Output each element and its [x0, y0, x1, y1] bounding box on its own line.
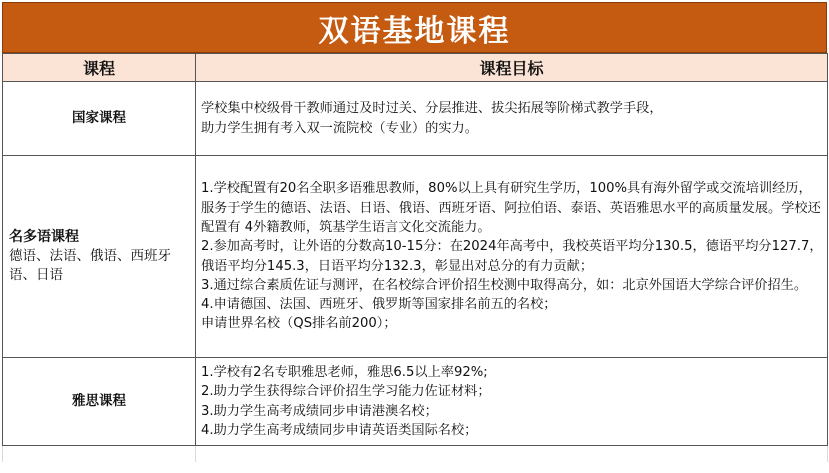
- table-row: [3, 156, 828, 358]
- empty-cell: [3, 446, 196, 463]
- goal-line: 2.参加高考时，让外语的分数高10-15分：在2024年高考中，我校英语平均分130.5，德语平均分127.7，俄语平均分145.3，日语平均分132.3，彰显出对总分的有力贡献；: [201, 239, 823, 274]
- course-sheet: [2, 2, 827, 462]
- empty-row: [3, 446, 828, 463]
- course-name: 雅思课程: [3, 358, 196, 446]
- course-languages: 德语、法语、俄语、西班牙语、日语: [9, 247, 171, 284]
- course-name: 国家课程: [3, 82, 196, 156]
- course-name-cell: [3, 156, 196, 358]
- header-goal: 课程目标: [196, 54, 828, 82]
- table-row: [3, 82, 828, 156]
- course-goal: [196, 82, 828, 156]
- goal-line: 1.学校有2名专职雅思老师，雅思6.5以上率92%;: [201, 364, 488, 380]
- table-row: [3, 358, 828, 446]
- course-goal: [196, 358, 828, 446]
- course-goal: [196, 156, 828, 358]
- goal-line: 申请世界名校（QS排名前200）；: [201, 316, 397, 332]
- goal-line: 4.助力学生高考成绩同步申请英语类国际名校；: [201, 422, 478, 438]
- goal-line: 1.学校配置有20名全职多语雅思教师，80%以上具有研究生学历，100%具有海外留学或交流培训经历，服务于学生的德语、法语、日语、俄语、西班牙语、阿拉伯语、泰语、英语雅思水平的高质量发展。学校还配置有 4外籍教师，筑基学生语言文化交流能力。: [201, 181, 821, 235]
- goal-line: 3.通过综合素质佐证与测评，在名校综合评价招生校测中取得高分，如：北京外国语大学综合评价招生。: [201, 277, 808, 293]
- goal-line: 助力学生拥有考入双一流院校（专业）的实力。: [201, 120, 478, 136]
- goal-line: 2.助力学生获得综合评价招生学习能力佐证材料；: [201, 384, 491, 400]
- page-title: 双语基地课程: [2, 2, 827, 53]
- course-table: [2, 53, 828, 462]
- goal-line: 3.助力学生高考成绩同步申请港澳名校；: [201, 403, 438, 419]
- empty-cell: [196, 446, 828, 463]
- table-header-row: [3, 54, 828, 82]
- course-name: 名多语课程: [9, 228, 79, 245]
- header-course: 课程: [3, 54, 196, 82]
- goal-line: 4.申请德国、法国、西班牙、俄罗斯等国家排名前五的名校；: [201, 297, 557, 313]
- goal-line: 学校集中校级骨干教师通过及时过关、分层推进、拔尖拓展等阶梯式教学手段，: [201, 101, 663, 117]
